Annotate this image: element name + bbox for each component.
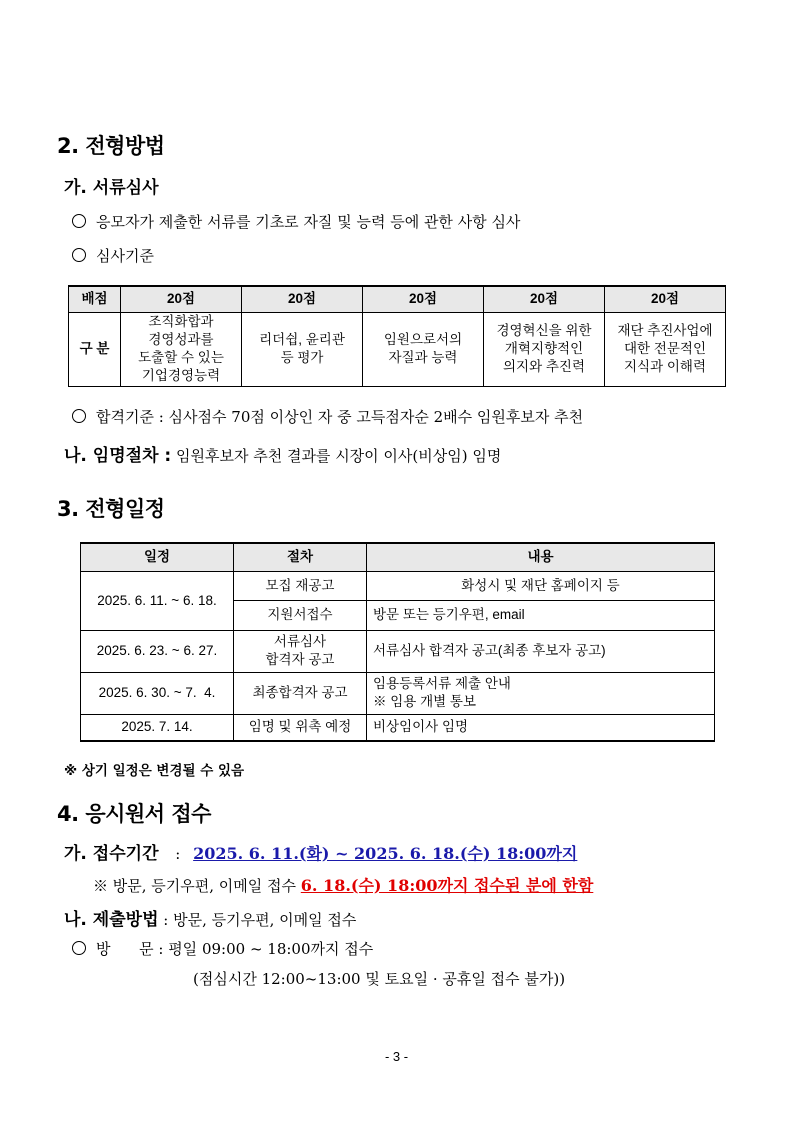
period-note-highlight: 6. 18.(수) 18:00까지 접수된 분에 한함 [300, 876, 594, 895]
category-line: 리더쉽, 윤리관 [259, 332, 345, 347]
section-4-title: 4. 응시원서 접수 [57, 802, 211, 826]
pass-criteria-text: 합격기준 : 심사점수 70점 이상인 자 중 고득점자순 2배수 임원후보자 추천 [96, 408, 584, 426]
schedule-table [80, 542, 715, 742]
schedule-header-step: 절차 [234, 543, 367, 571]
schedule-note: ※ 상기 일정은 변경될 수 있음 [64, 763, 245, 779]
schedule-step: 지원서접수 [234, 600, 367, 630]
method-label: 나. 제출방법 [64, 910, 159, 930]
category-line: 경영성과를 [148, 332, 214, 347]
schedule-content: 화성시 및 재단 홈페이지 등 [367, 571, 715, 600]
schedule-date: 2025. 6. 30. ~ 7. 4. [81, 672, 234, 714]
period-note-prefix: ※ 방문, 등기우편, 이메일 접수 [93, 877, 296, 895]
category-line: 대한 전문적인 [624, 341, 706, 356]
category-cell [363, 312, 484, 386]
score-header-label: 배점 [69, 286, 121, 312]
period-colon: : [175, 845, 181, 863]
criteria-item-text: 심사기준 [96, 247, 154, 265]
circle-bullet-icon [72, 248, 86, 262]
screening-item-text: 응모자가 제출한 서류를 기초로 자질 및 능력 등에 관한 사항 심사 [96, 213, 521, 231]
schedule-header-content: 내용 [367, 543, 715, 571]
circle-bullet-icon [72, 941, 86, 955]
schedule-date: 2025. 7. 14. [81, 714, 234, 741]
period-label: 가. 접수기간 [64, 844, 159, 864]
category-cell [484, 312, 605, 386]
visit-label: 방 문 [96, 940, 154, 958]
period-value: 2025. 6. 11.(화) ~ 2025. 6. 18.(수) 18:00까지 [193, 844, 578, 863]
schedule-step: 모집 재공고 [234, 571, 367, 600]
schedule-content: 방문 또는 등기우편, email [367, 600, 715, 630]
criteria-item [72, 245, 154, 266]
score-cell: 20점 [605, 286, 726, 312]
sub-a-title: 가. 서류심사 [64, 178, 159, 198]
circle-bullet-icon [72, 409, 86, 423]
table-row [81, 630, 715, 672]
category-cell [121, 312, 242, 386]
sub-b-text: 임원후보자 추천 결과를 시장이 이사(비상임) 임명 [175, 447, 502, 465]
pass-criteria [72, 406, 583, 427]
sub-b-label: 나. 임명절차 : [64, 446, 172, 466]
category-line: 도출할 수 있는 [138, 350, 224, 365]
section-3-title: 3. 전형일정 [57, 497, 165, 521]
category-cell [242, 312, 363, 386]
schedule-step: 임명 및 위촉 예정 [234, 714, 367, 741]
appointment-procedure [64, 441, 501, 466]
schedule-step: 최종합격자 공고 [234, 672, 367, 714]
category-line: 기업경영능력 [141, 368, 221, 383]
category-cell [605, 312, 726, 386]
method-text: : 방문, 등기우편, 이메일 접수 [163, 911, 357, 929]
section-2-title: 2. 전형방법 [57, 134, 165, 158]
schedule-header-date: 일정 [81, 543, 234, 571]
visit-note: (점심시간 12:00~13:00 및 토요일 · 공휴일 접수 불가)) [193, 970, 566, 988]
category-line: 등 평가 [280, 350, 324, 365]
category-line: 임원으로서의 [383, 332, 463, 347]
schedule-date: 2025. 6. 23. ~ 6. 27. [81, 630, 234, 672]
category-line: 조직화합과 [148, 314, 214, 329]
period-note [93, 873, 593, 896]
schedule-step: 서류심사 합격자 공고 [234, 630, 367, 672]
score-cell: 20점 [121, 286, 242, 312]
criteria-table [68, 285, 726, 387]
visit-line [72, 938, 373, 959]
page-number: - 3 - [384, 1049, 409, 1064]
category-line: 재단 추진사업에 [617, 323, 713, 338]
score-cell: 20점 [484, 286, 605, 312]
screening-item [72, 211, 520, 232]
category-line: 지식과 이해력 [624, 359, 706, 374]
circle-bullet-icon [72, 214, 86, 228]
score-cell: 20점 [363, 286, 484, 312]
period-line [64, 839, 577, 864]
category-line: 자질과 능력 [388, 350, 458, 365]
schedule-content: 서류심사 합격자 공고(최종 후보자 공고) [367, 630, 715, 672]
visit-text: : 평일 09:00 ~ 18:00까지 접수 [158, 940, 374, 958]
method-line [64, 905, 356, 930]
schedule-content: 비상임이사 임명 [367, 714, 715, 741]
table-row [81, 672, 715, 714]
category-row-label: 구 분 [69, 312, 121, 386]
score-cell: 20점 [242, 286, 363, 312]
schedule-date: 2025. 6. 11. ~ 6. 18. [81, 571, 234, 630]
table-row [81, 571, 715, 600]
schedule-content: 임용등록서류 제출 안내 ※ 임용 개별 통보 [367, 672, 715, 714]
category-line: 의지와 추진력 [503, 359, 585, 374]
category-line: 경영혁신을 위한 [496, 323, 592, 338]
table-row [81, 714, 715, 741]
category-line: 개혁지향적인 [504, 341, 584, 356]
